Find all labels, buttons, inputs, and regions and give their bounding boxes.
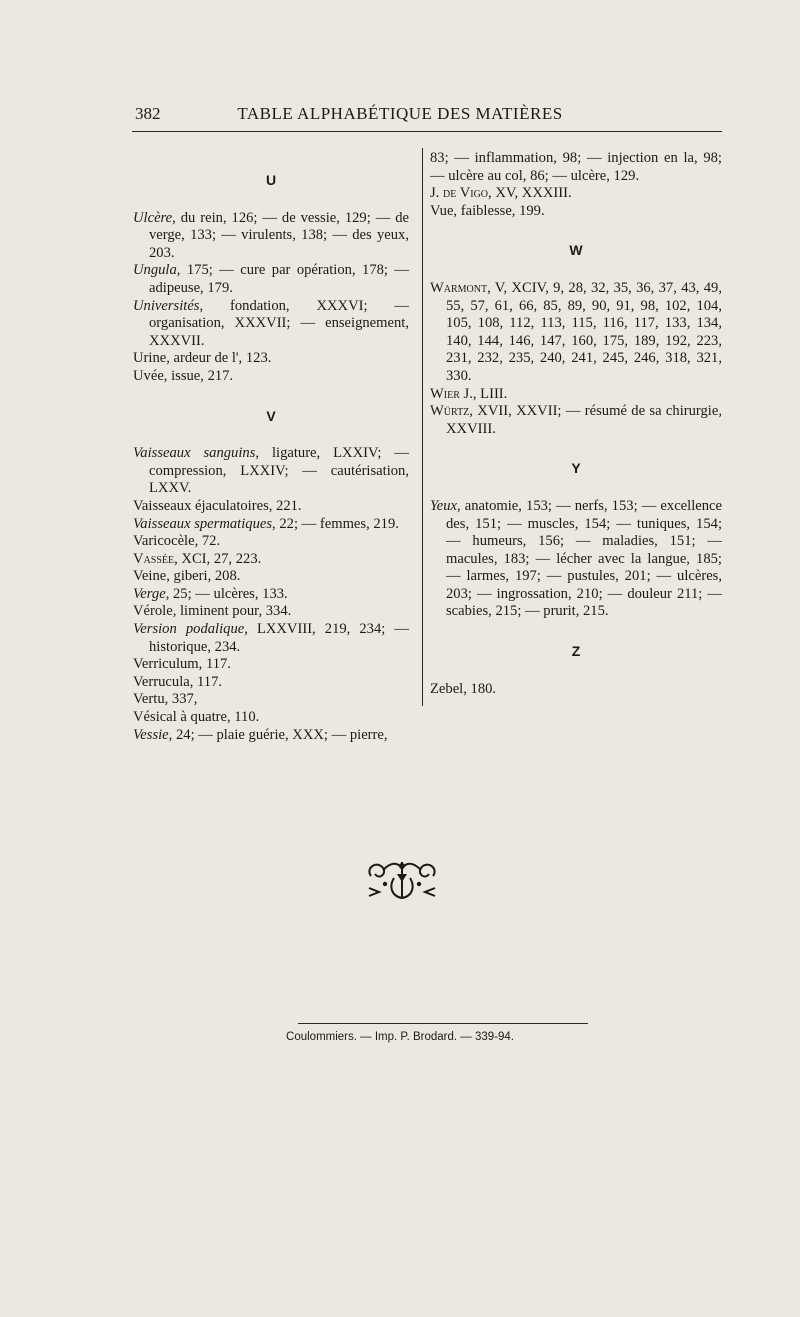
header-rule: [132, 131, 722, 132]
page-number: 382: [135, 104, 161, 123]
index-entry: Vérole, liminent pour, 334.: [133, 603, 292, 620]
index-entry-continued: 83; — inflammation, 98; — injection en la, 98; — ulcère au col, 86; — ulcère, 129.: [430, 150, 722, 184]
index-entry: Vessie, 24; — plaie guérie, XXX; — pierre,: [133, 726, 388, 743]
index-entry: Vaisseaux spermatiques, 22; — femmes, 219.: [133, 515, 399, 532]
right-column: [430, 150, 722, 698]
left-column: [133, 150, 409, 744]
index-entry: Vertu, 337,: [133, 691, 198, 708]
index-entry: Vésical à quatre, 110.: [133, 709, 260, 726]
index-entry: Verriculum, 117.: [133, 656, 231, 673]
section-letter-z: Z: [571, 643, 581, 660]
index-entry: Zebel, 180.: [430, 680, 497, 697]
index-entry: J. de Vigo, XV, XXXIII.: [430, 185, 572, 202]
column-divider: [422, 148, 423, 706]
index-entry: Ulcère, du rein, 126; — de vessie, 129; — de verge, 133; — virulents, 138; — des yeux, 203.: [133, 209, 409, 261]
index-entry: Urine, ardeur de l', 123.: [133, 350, 272, 367]
index-entry: Yeux, anatomie, 153; — nerfs, 153; — excellence des, 151; — muscles, 154; — tuniques, 154; — humeurs, 156; — maladies, 151; — macules, 183; — lécher avec la langue, 185; — larmes, 197; — pustules, 201; — ulcères, 203; — ingrossation, 210; — douleur 211; — scabies, 215; — prurit, 215.: [430, 497, 722, 620]
section-letter-u: U: [265, 172, 277, 188]
index-entry: Vue, faiblesse, 199.: [430, 202, 545, 219]
printer-colophon: Coulommiers. — Imp. P. Brodard. — 339-94.: [286, 1031, 514, 1043]
index-entry: Varicocèle, 72.: [133, 533, 221, 550]
index-entry: Veine, giberi, 208.: [133, 568, 241, 585]
section-letter-y: Y: [571, 460, 581, 477]
section-letter-v: V: [266, 407, 276, 424]
printer-fleuron-icon: [361, 858, 443, 904]
section-letter-w: W: [569, 242, 583, 259]
index-entry: Verrucula, 117.: [133, 673, 223, 690]
index-entry: Verge, 25; — ulcères, 133.: [133, 585, 288, 602]
index-entry: Vaisseaux sanguins, ligature, LXXIV; — compression, LXXIV; — cautérisation, LXXV.: [133, 445, 409, 497]
index-entry: Ungula, 175; — cure par opération, 178; — adipeuse, 179.: [133, 262, 409, 296]
index-entry: Version podalique, LXXVIII, 219, 234; — historique, 234.: [133, 621, 409, 655]
index-entry: Vaisseaux éjaculatoires, 221.: [133, 497, 302, 514]
index-entry: Warmont, V, XCIV, 9, 28, 32, 35, 36, 37, 43, 49, 55, 57, 61, 66, 85, 89, 90, 91, 98, 102, 104, 105, 108, 112, 113, 115, 116, 117, 133, 134, 140, 144, 146, 147, 160, 175, 189, 192, 223, 231, 232, 235, 240, 241, 245, 246, 318, 321, 330.: [430, 279, 722, 384]
running-title: TABLE ALPHABÉTIQUE DES MATIÈRES: [237, 104, 563, 123]
index-entry: Vassée, XCI, 27, 223.: [133, 550, 262, 567]
index-entry: Uvée, issue, 217.: [133, 367, 234, 384]
index-entry: Universités, fondation, XXXVI; — organisation, XXXVII; — enseignement, XXXVII.: [133, 297, 409, 349]
index-entry: Würtz, XVII, XXVII; — résumé de sa chirurgie, XXVIII.: [430, 403, 722, 437]
index-entry: Wier J., LIII.: [430, 385, 508, 402]
footer-rule: [298, 1023, 588, 1024]
